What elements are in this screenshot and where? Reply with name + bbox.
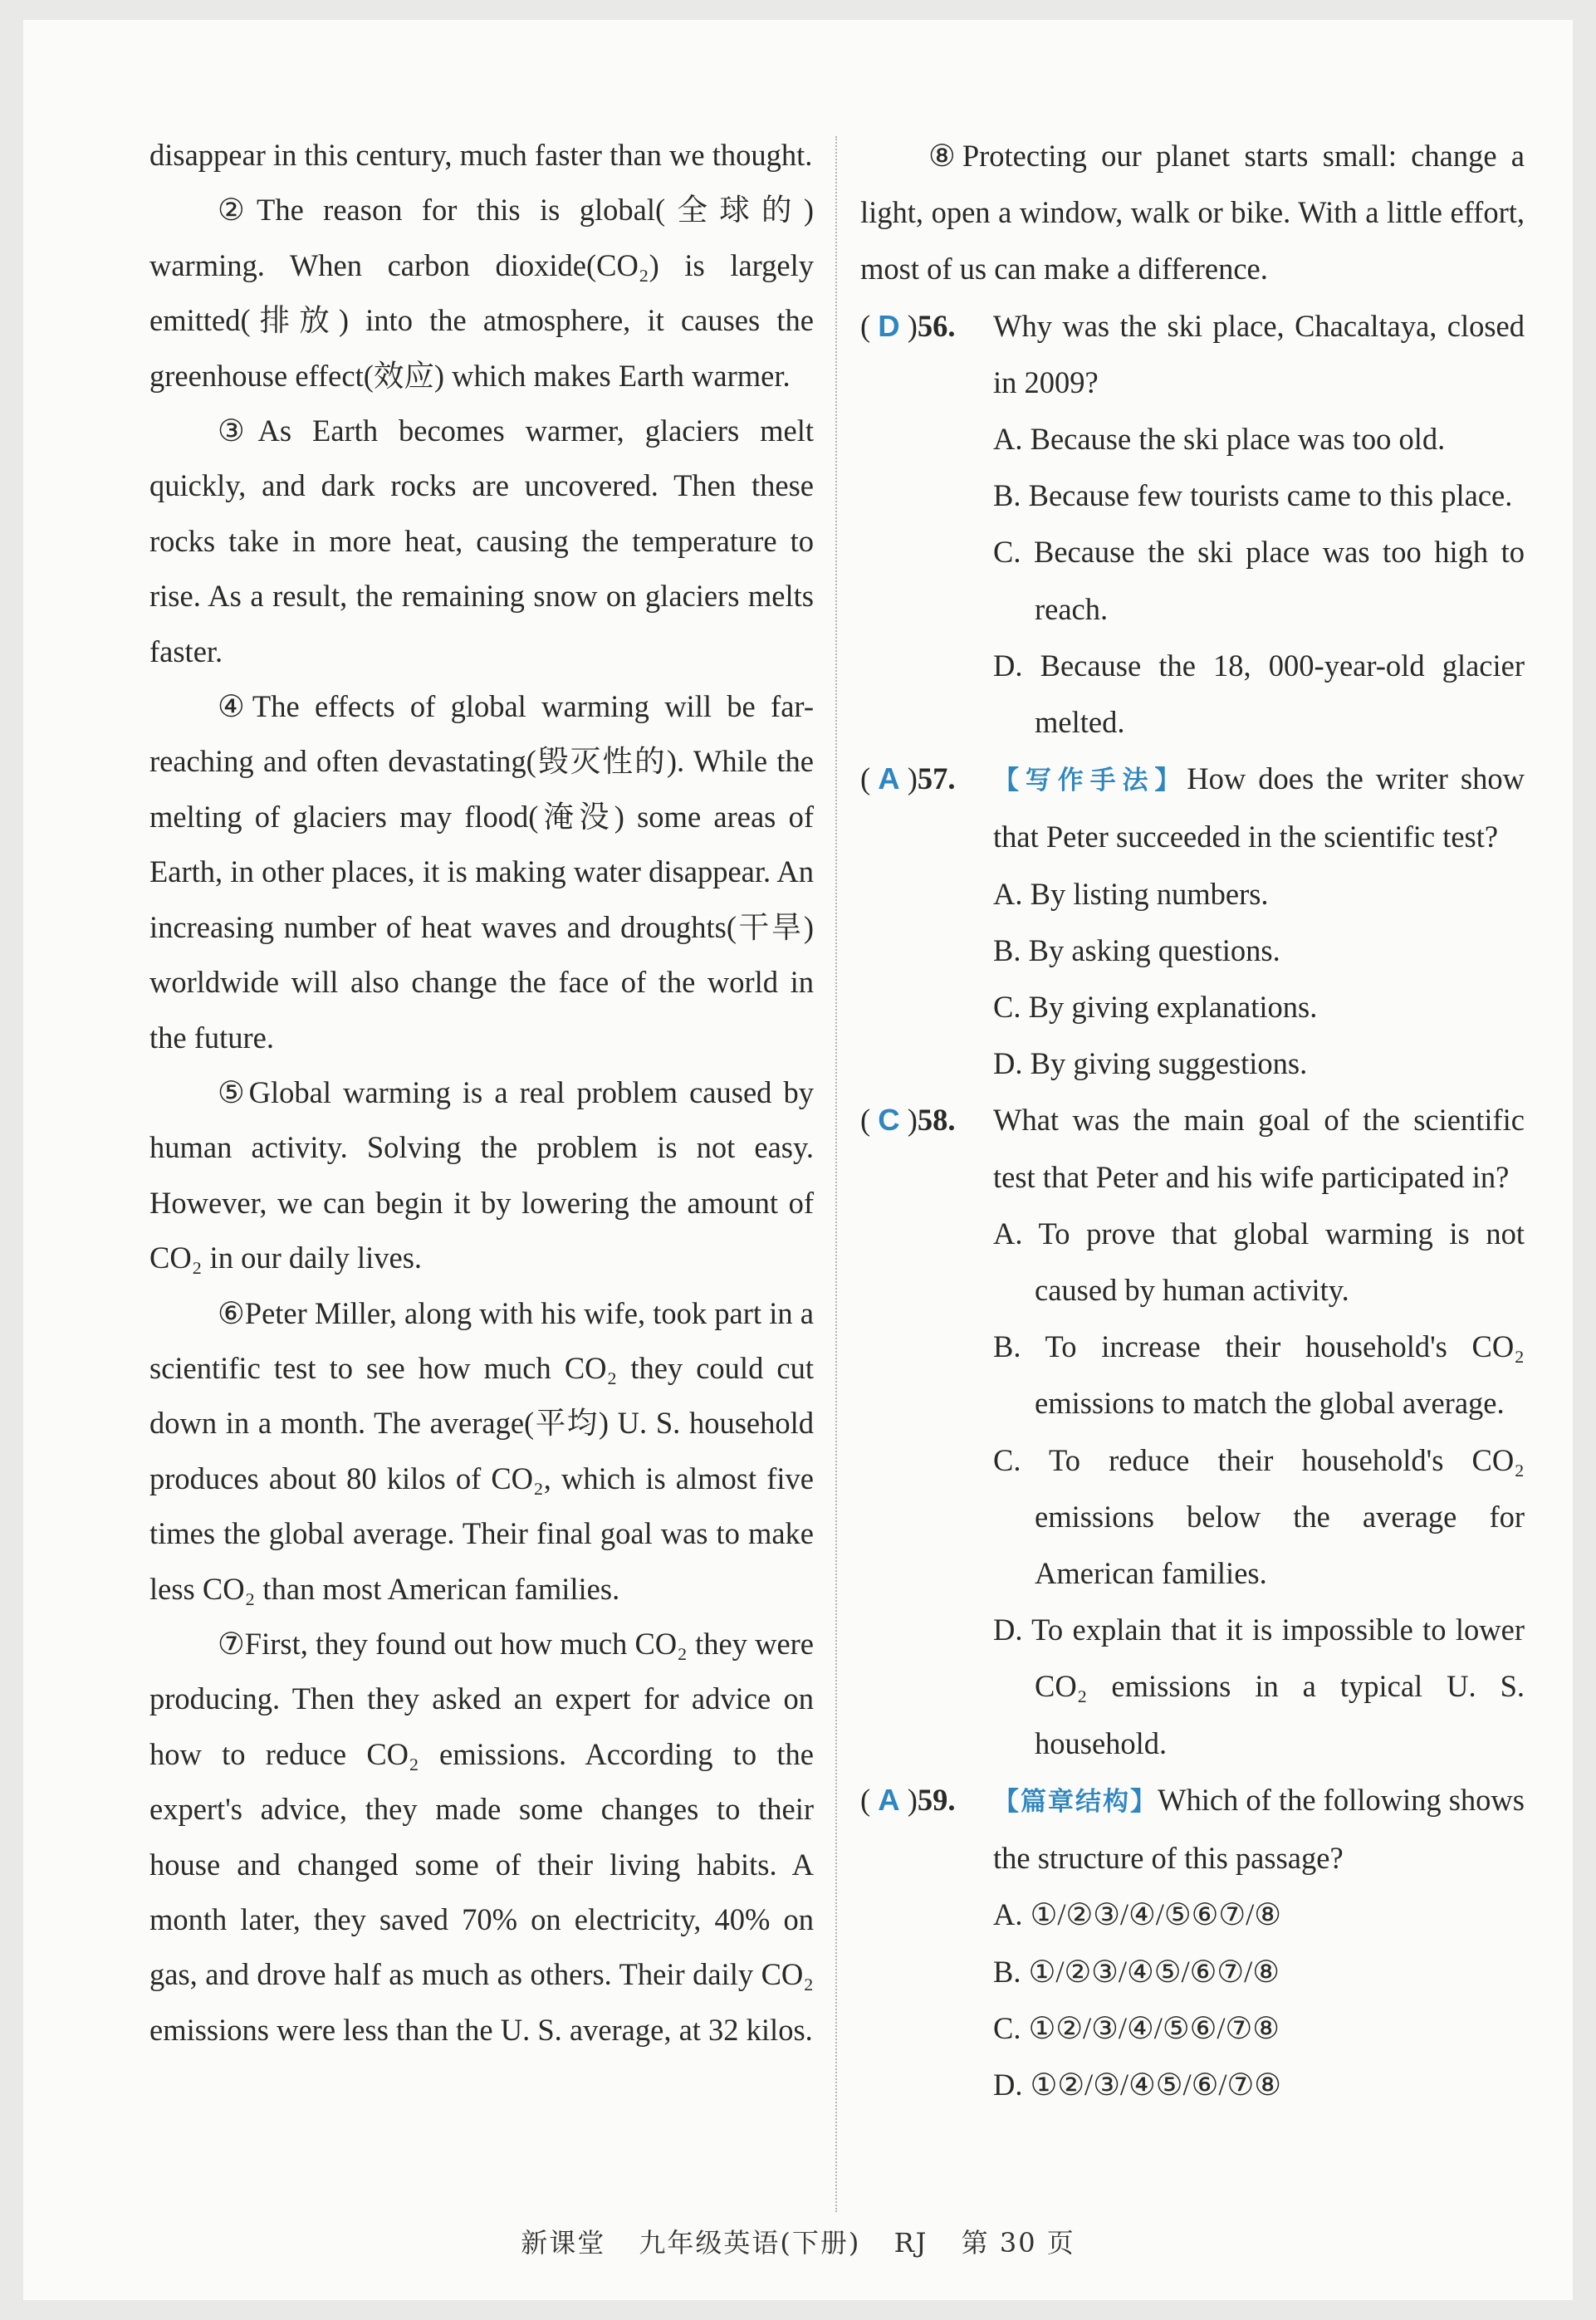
footer-page-number: 第 30 页 [961, 2227, 1075, 2259]
bracket-open: ( [860, 761, 871, 796]
question-stem [993, 1772, 1525, 1887]
footer-book: 九年级英语(下册) [639, 2227, 861, 2259]
question-list [860, 298, 1525, 2114]
answer-bracket [860, 751, 956, 807]
footer-brand: 新课堂 [521, 2227, 606, 2259]
answer-letter: C [878, 1103, 900, 1138]
question-number: 59. [917, 1782, 956, 1817]
question-59 [860, 1772, 1525, 2113]
question-57 [860, 751, 1525, 1092]
question-number: 57. [917, 761, 956, 796]
question-stem [993, 298, 1525, 411]
answer-option: C. To reduce their household's CO₂ emissions below the average for American families. [993, 1442, 1525, 1591]
question-number: 58. [917, 1103, 956, 1138]
answer-option: A. ①/②③/④/⑤⑥⑦/⑧ [993, 1897, 1281, 1932]
answer-option: D. ①②/③/④⑤/⑥/⑦⑧ [993, 2067, 1281, 2102]
question-stem-text: Why was the ski place, Chacaltaya, closed in 2009? [993, 308, 1525, 399]
answer-bracket [860, 1772, 956, 1828]
bracket-open: ( [860, 1103, 871, 1138]
question-stem [993, 751, 1525, 865]
answer-bracket [860, 298, 956, 355]
answer-option: D. Because the 18, 000-year-old glacier melted. [993, 648, 1525, 740]
bracket-open: ( [860, 308, 871, 343]
bracket-open: ( [860, 1782, 871, 1817]
answer-option: B. To increase their household's CO₂ emissions to match the global average. [993, 1329, 1525, 1421]
footer-edition: RJ [893, 2227, 928, 2259]
answer-option: D. To explain that it is impossible to lower CO₂ emissions in a typical U. S. household. [993, 1613, 1525, 1760]
question-stem-row [860, 1092, 1525, 1205]
paragraph-4: ④The effects of global warming will be far-reaching and often devastating(毁灭性的). While the melting of glaciers may flood(淹没) some areas of Earth, in other places, it is making water disappear. An increasing number of heat waves and droughts(干旱) worldwide will also change the face of the world in the future. [149, 689, 814, 1055]
question-stem-row [860, 1772, 1525, 1887]
page [23, 20, 1573, 2300]
paragraph-8: ⑧Protecting our planet starts small: change a light, open a window, walk or bike. With a little effort, most of us can make a difference. [860, 139, 1525, 286]
paragraph-7: ⑦First, they found out how much CO₂ they were producing. Then they asked an expert for advice on how to reduce CO₂ emissions. According to the expert's advice, they made some changes to their house and changed some of their living habits. A month later, they saved 70% on electricity, 40% on gas, and drove half as much as others. Their daily CO₂ emissions were less than the U. S. average, at 32 kilos. [149, 1626, 814, 2047]
answer-bracket [860, 1092, 956, 1148]
page-footer [23, 2222, 1573, 2260]
bracket-close: ) [907, 1103, 918, 1138]
question-stem-text: What was the main goal of the scientific test that Peter and his wife participated in? [993, 1103, 1525, 1194]
paragraph-2: ②The reason for this is global(全球的) warming. When carbon dioxide(CO₂) is largely emitted(排放) into the atmosphere, it causes the greenhouse effect(效应) which makes Earth warmer. [149, 193, 814, 393]
question-56 [860, 298, 1525, 751]
answer-option: C. Because the ski place was too high to reach. [993, 535, 1525, 626]
answer-letter: D [878, 308, 900, 343]
bracket-close: ) [907, 761, 918, 796]
answer-option: B. Because few tourists came to this place. [993, 478, 1513, 513]
paragraph-5: ⑤Global warming is a real problem caused by human activity. Solving the problem is not easy. However, we can begin it by lowering the amount of CO₂ in our daily lives. [149, 1074, 814, 1275]
question-stem-text: Which of the following shows the structure of this passage? [993, 1782, 1525, 1876]
answer-option: D. By giving suggestions. [993, 1046, 1308, 1081]
answer-letter: A [878, 1782, 900, 1817]
paragraph-1-continued: disappear in this century, much faster than we thought. [149, 138, 813, 172]
question-type-tag: 【篇章结构】 [993, 1786, 1158, 1817]
answer-option: A. To prove that global warming is not caused by human activity. [993, 1216, 1525, 1308]
passage-right-column [860, 128, 1525, 2113]
paragraph-6: ⑥Peter Miller, along with his wife, took part in a scientific test to see how much CO₂ they could cut down in a month. The average(平均) U. S. household produces about 80 kilos of CO₂, which is almost five times the global average. Their final goal was to make less CO₂ than most American families. [149, 1295, 814, 1606]
answer-option: C. ①②/③/④/⑤⑥/⑦⑧ [993, 2010, 1280, 2045]
answer-letter: A [878, 761, 900, 796]
question-stem-row [860, 751, 1525, 865]
answer-option: A. By listing numbers. [993, 876, 1269, 911]
answer-option: B. ①/②③/④⑤/⑥⑦/⑧ [993, 1954, 1280, 1989]
answer-option: A. Because the ski place was too old. [993, 422, 1446, 457]
question-stem-text: How does the writer show that Peter succeeded in the scientific test? [993, 761, 1525, 854]
paragraph-3: ③As Earth becomes warmer, glaciers melt quickly, and dark rocks are uncovered. Then these rocks take in more heat, causing the temperature to rise. As a result, the remaining snow on glaciers melts faster. [149, 414, 814, 668]
answer-option: B. By asking questions. [993, 932, 1280, 967]
passage-left-column [149, 128, 814, 2058]
question-stem-row [860, 298, 1525, 411]
bracket-close: ) [907, 308, 918, 343]
question-58 [860, 1092, 1525, 1771]
question-stem [993, 1092, 1525, 1205]
question-number: 56. [917, 308, 956, 343]
column-divider [835, 136, 837, 2212]
answer-option: C. By giving explanations. [993, 990, 1318, 1025]
question-type-tag: 【写作手法】 [993, 766, 1187, 796]
bracket-close: ) [907, 1782, 918, 1817]
